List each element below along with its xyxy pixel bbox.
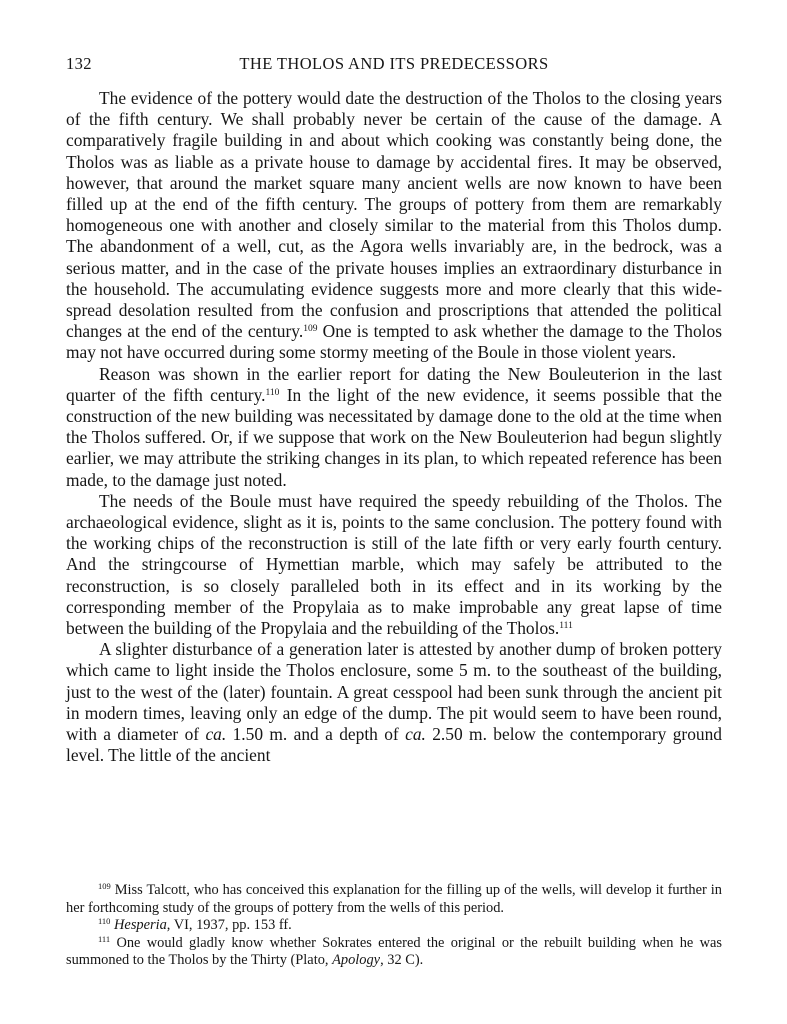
paragraph-destruction	[66, 88, 722, 364]
footnote-ref-109: 109	[303, 324, 318, 335]
paragraph-text: A slighter disturbance of a generation later is attested by another dump of broken pottery which came to light inside the Tholos enclosure, some 5 m. to the southeast of the building, just to the west of the (later) fountain. A great cesspool had been sunk through the ancient pit in modern times, leaving only an edge of the dump. The pit would seem to have been round, with a diameter of	[66, 639, 722, 745]
paragraph-text: Reason was shown in the earlier report for dating the New Bouleuterion in the last quarter of the fifth century.	[66, 363, 722, 405]
footnote-text: , 32 C).	[380, 952, 424, 969]
running-title: THE THOLOS AND ITS PREDECESSORS	[239, 54, 549, 73]
page-number: 132	[66, 54, 92, 73]
footnote-number: 110	[98, 916, 111, 927]
body-text	[66, 88, 722, 767]
footnote-text: One would gladly know whether Sokrates entered the original or the rebuilt building when he was summoned to the Tholos by the Thirty (Plato,	[66, 934, 722, 969]
paragraph-text: The evidence of the pottery would date the destruction of the Tholos to the closing years of the fifth century. We shall probably never be certain of the cause of the damage. A comparatively fragile building in and about which cooking was constantly being done, the Tholos was as liable as a private house to damage by accidental fires. It may be observed, however, that around the market square many ancient wells are now known to have been filled up at the end of the fifth century. The groups of pottery from them are remarkably homogeneous one with another and closely similar to the material from this Tholos dump. The abandonment of a well, cut, as the Agora wells invariably are, in the bedrock, was a serious matter, and in the case of the private houses implies an extraordinary disturbance in the household. The accumulating evidence suggests more and more clearly that this wide-spread desolation resulted from the confusion and proscriptions that attended the political changes at the end of the century.	[66, 88, 722, 342]
footnote-number: 111	[98, 933, 111, 944]
paragraph-text: In the light of the new evidence, it seems possible that the construction of the new building was necessitated by damage done to the old at the time when the Tholos suffered. Or, if we suppose that work on the New Bouleuterion had begun slightly earlier, we may attribute the striking changes in its plan, to which repeated reference has been made, to the damage just noted.	[66, 384, 722, 490]
paragraph-rebuilding	[66, 491, 722, 639]
paragraph-later-disturbance	[66, 639, 722, 766]
paragraph-bouleuterion	[66, 364, 722, 491]
footnotes	[66, 882, 722, 970]
footnote-110	[66, 917, 722, 935]
footnote-109	[66, 882, 722, 917]
footnote-ref-111: 111	[559, 621, 573, 632]
footnote-text: , VI, 1937, pp. 153 ff.	[166, 917, 292, 934]
paragraph-text: 2.50 m. below the contemporary ground level. The little of the ancient	[66, 724, 722, 766]
italic-ca: ca.	[205, 724, 227, 745]
footnote-text: Miss Talcott, who has conceived this explanation for the filling up of the wells, will develop it further in her forthcoming study of the groups of pottery from the wells of this period.	[66, 882, 722, 916]
paragraph-text: One is tempted to ask whether the damage to the Tholos may not have occurred during some stormy meeting of the Boule in those violent years.	[66, 321, 722, 363]
footnote-ref-110: 110	[265, 387, 280, 398]
paragraph-text: The needs of the Boule must have required the speedy rebuilding of the Tholos. The archaeological evidence, slight as it is, points to the same conclusion. The pottery found with the working chips of the reconstruction is still of the late fifth or very early fourth century. And the stringcourse of Hymettian marble, which may safely be attributed to the reconstruction, is so closely paralleled both in its effect and in its working by the corresponding member of the Propylaia as to make improbable any great lapse of time between the building of the Propylaia and the rebuilding of the Tholos.	[66, 490, 722, 639]
footnote-italic: Hesperia	[110, 917, 167, 934]
footnote-number: 109	[98, 881, 111, 891]
running-header	[66, 54, 722, 78]
footnote-111	[66, 935, 722, 970]
paragraph-text: 1.50 m. and a depth of	[226, 724, 406, 745]
footnote-italic: Apology	[332, 952, 381, 969]
italic-ca: ca.	[405, 724, 426, 745]
